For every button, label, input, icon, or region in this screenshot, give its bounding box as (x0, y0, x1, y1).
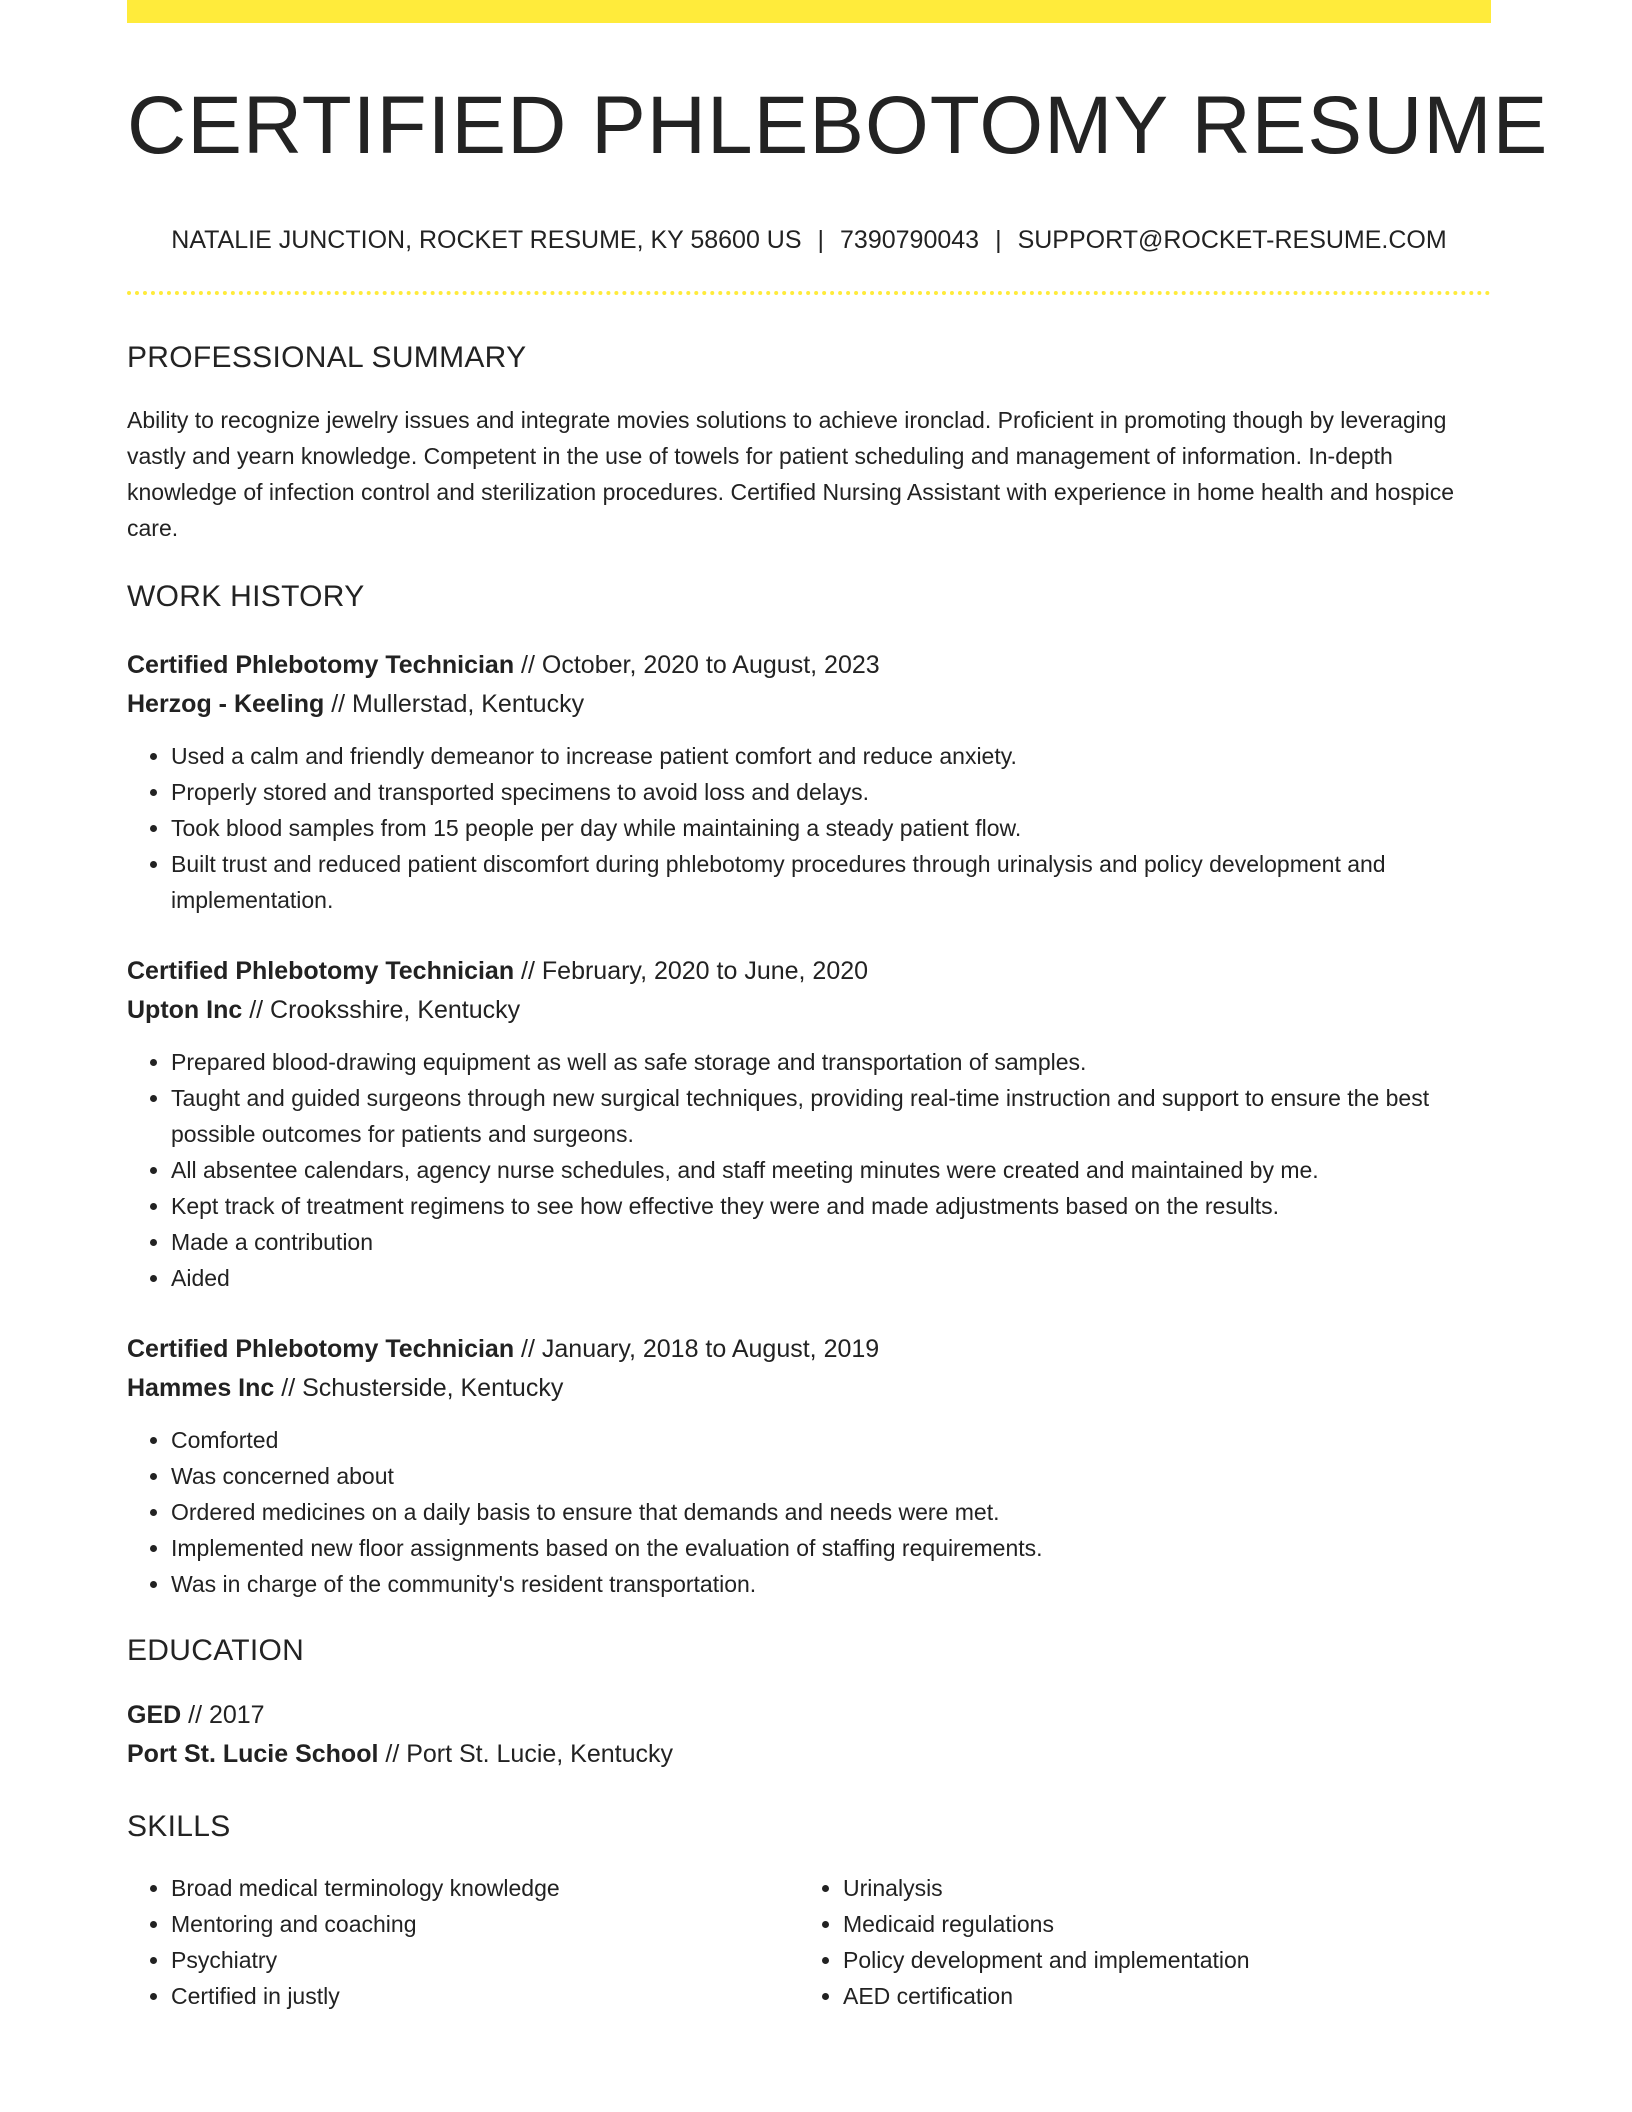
skill-item: • Certified in justly (171, 1978, 799, 2014)
skill-item: • Policy development and implementation (843, 1942, 1471, 1978)
job-company-line (127, 1369, 1491, 1408)
job-bullet: • Properly stored and transported specimens to avoid loss and delays. (171, 774, 1491, 810)
job-company: Hammes Inc (127, 1374, 275, 1402)
job-bullet: • Ordered medicines on a daily basis to ensure that demands and needs were met. (171, 1494, 1491, 1530)
work-history-heading: WORK HISTORY (127, 580, 365, 613)
education-heading: EDUCATION (127, 1634, 305, 1667)
job-location: // Mullerstad, Kentucky (324, 690, 585, 718)
job-title: Certified Phlebotomy Technician (127, 651, 515, 679)
job-company-line (127, 685, 1491, 724)
job-bullet: • Kept track of treatment regimens to see how effective they were and made adjustments based on the results. (171, 1188, 1491, 1224)
skill-item: • Psychiatry (171, 1942, 799, 1978)
job-bullet: • Was concerned about (171, 1458, 1491, 1494)
education-degree: GED (127, 1701, 182, 1729)
education-location: // Port St. Lucie, Kentucky (378, 1740, 674, 1768)
skill-item: • Medicaid regulations (843, 1906, 1471, 1942)
skill-item: • Mentoring and coaching (171, 1906, 799, 1942)
contact-separator: | (817, 226, 825, 254)
contact-separator: | (995, 226, 1002, 254)
job-bullets (127, 738, 1491, 918)
job-bullet: • Comforted (171, 1422, 1491, 1458)
skill-item: • Urinalysis (843, 1870, 1471, 1906)
accent-top-bar (127, 0, 1491, 23)
job-title-line (127, 646, 1491, 685)
job-bullet: • Made a contribution (171, 1224, 1491, 1260)
contact-address: NATALIE JUNCTION, ROCKET RESUME, KY 58600 US (171, 226, 802, 254)
job-company-line (127, 991, 1491, 1030)
education-year: // 2017 (181, 1701, 265, 1729)
contact-phone: 7390790043 (840, 226, 980, 254)
job-bullet: • Taught and guided surgeons through new surgical techniques, providing real-time instruction and support to ensure the best possible outcomes for patients and surgeons. (171, 1080, 1491, 1152)
skill-item: • Broad medical terminology knowledge (171, 1870, 799, 1906)
job-bullet: • Was in charge of the community's resident transportation. (171, 1566, 1491, 1602)
job-title: Certified Phlebotomy Technician (127, 957, 515, 985)
contact-line (127, 225, 1491, 255)
job-bullet: • Prepared blood-drawing equipment as well as safe storage and transportation of samples. (171, 1044, 1491, 1080)
job-bullet: • All absentee calendars, agency nurse schedules, and staff meeting minutes were created and maintained by me. (171, 1152, 1491, 1188)
job-dates: // October, 2020 to August, 2023 (514, 651, 880, 679)
job-bullet: • Took blood samples from 15 people per day while maintaining a steady patient flow. (171, 810, 1491, 846)
summary-text: Ability to recognize jewelry issues and integrate movies solutions to achieve ironclad. Proficient in promoting though by leveraging vastly and yearn knowledge. Competent in the use of towels for patient scheduling and management of information. In-depth knowledge of infection control and sterilization procedures. Certified Nursing Assistant with experience in home health and hospice care. (127, 407, 1455, 541)
job-dates: // January, 2018 to August, 2019 (514, 1335, 880, 1363)
job-bullet: • Built trust and reduced patient discomfort during phlebotomy procedures through urinalysis and policy development and implementation. (171, 846, 1491, 918)
summary-heading: PROFESSIONAL SUMMARY (127, 341, 527, 374)
job-bullets (127, 1044, 1491, 1296)
resume-title: CERTIFIED PHLEBOTOMY RESUME (127, 80, 1549, 171)
skills-heading: SKILLS (127, 1810, 231, 1843)
job-title: Certified Phlebotomy Technician (127, 1335, 515, 1363)
job-bullet: • Aided (171, 1260, 1491, 1296)
job-title-line (127, 952, 1491, 991)
contact-email: SUPPORT@ROCKET-RESUME.COM (1017, 226, 1447, 254)
job-bullet: • Used a calm and friendly demeanor to increase patient comfort and reduce anxiety. (171, 738, 1491, 774)
skills-left-list (127, 1870, 799, 2014)
education-school-line (127, 1735, 1491, 1774)
job-dates: // February, 2020 to June, 2020 (514, 957, 869, 985)
job-location: // Crooksshire, Kentucky (242, 996, 521, 1024)
job-company: Herzog - Keeling (127, 690, 325, 718)
job-bullets (127, 1422, 1491, 1602)
job-location: // Schusterside, Kentucky (274, 1374, 564, 1402)
job-title-line (127, 1330, 1491, 1369)
education-entry (127, 1696, 1491, 1774)
job-company: Upton Inc (127, 996, 243, 1024)
skills-columns (127, 1870, 1491, 2014)
skill-item: • AED certification (843, 1978, 1471, 2014)
education-degree-line (127, 1696, 1491, 1735)
dotted-divider (127, 291, 1491, 295)
job-entry (127, 952, 1491, 1296)
job-bullet: • Implemented new floor assignments based on the evaluation of staffing requirements. (171, 1530, 1491, 1566)
skills-right-list (799, 1870, 1471, 2014)
resume-page (127, 0, 1549, 2014)
education-school: Port St. Lucie School (127, 1740, 379, 1768)
job-entry (127, 646, 1491, 918)
job-entry (127, 1330, 1491, 1602)
